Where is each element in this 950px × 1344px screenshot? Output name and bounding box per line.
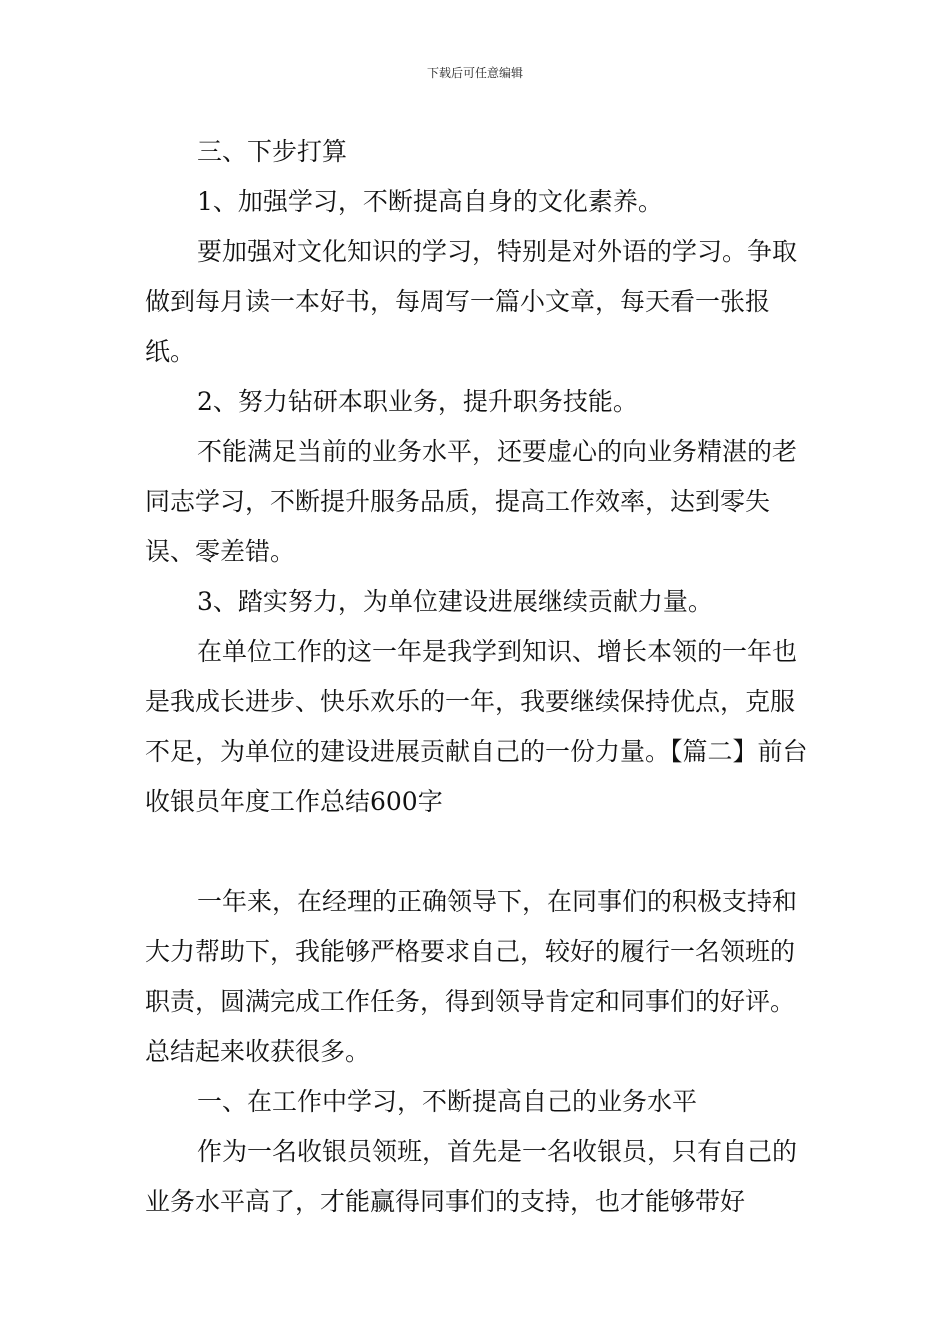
plan-item-3-text: 在单位工作的这一年是我学到知识、增长本领的一年也是我成长进步、快乐欢乐的一年，我要继续保持优点，克服不足，为单位的建设进展贡献自己的一份力量。【篇二】前台收银员年度工作总结600字 [145,637,808,816]
plan-item-1-heading: 1、加强学习，不断提高自身的文化素养。 [197,187,663,216]
paragraph-gap [145,827,809,877]
summary-intro-paragraph: 一年来，在经理的正确领导下，在同事们的积极支持和大力帮助下，我能够严格要求自己，较好的履行一名领班的职责，圆满完成工作任务，得到领导肯定和同事们的好评。总结起来收获很多。 [145,887,798,1066]
plan-item-2-text: 不能满足当前的业务水平，还要虚心的向业务精湛的老同志学习，不断提升服务品质，提高工作效率，达到零失误、零差错。 [145,437,798,566]
plan-item-1-text: 要加强对文化知识的学习，特别是对外语的学习。争取做到每月读一本好书，每周写一篇小文章，每天看一张报纸。 [145,237,798,366]
plan-item-2-heading: 2、努力钻研本职业务，提升职务技能。 [197,387,638,416]
learning-paragraph: 作为一名收银员领班，首先是一名收银员，只有自己的业务水平高了，才能赢得同事们的支持，也才能够带好 [145,1137,798,1216]
section-heading-next-steps: 三、下步打算 [197,137,348,166]
plan-item-3-heading: 3、踏实努力，为单位建设进展继续贡献力量。 [197,587,713,616]
document-body [145,127,809,1227]
section-heading-learning: 一、在工作中学习，不断提高自己的业务水平 [197,1087,698,1116]
page-header-note: 下载后可任意编辑 [426,66,523,80]
